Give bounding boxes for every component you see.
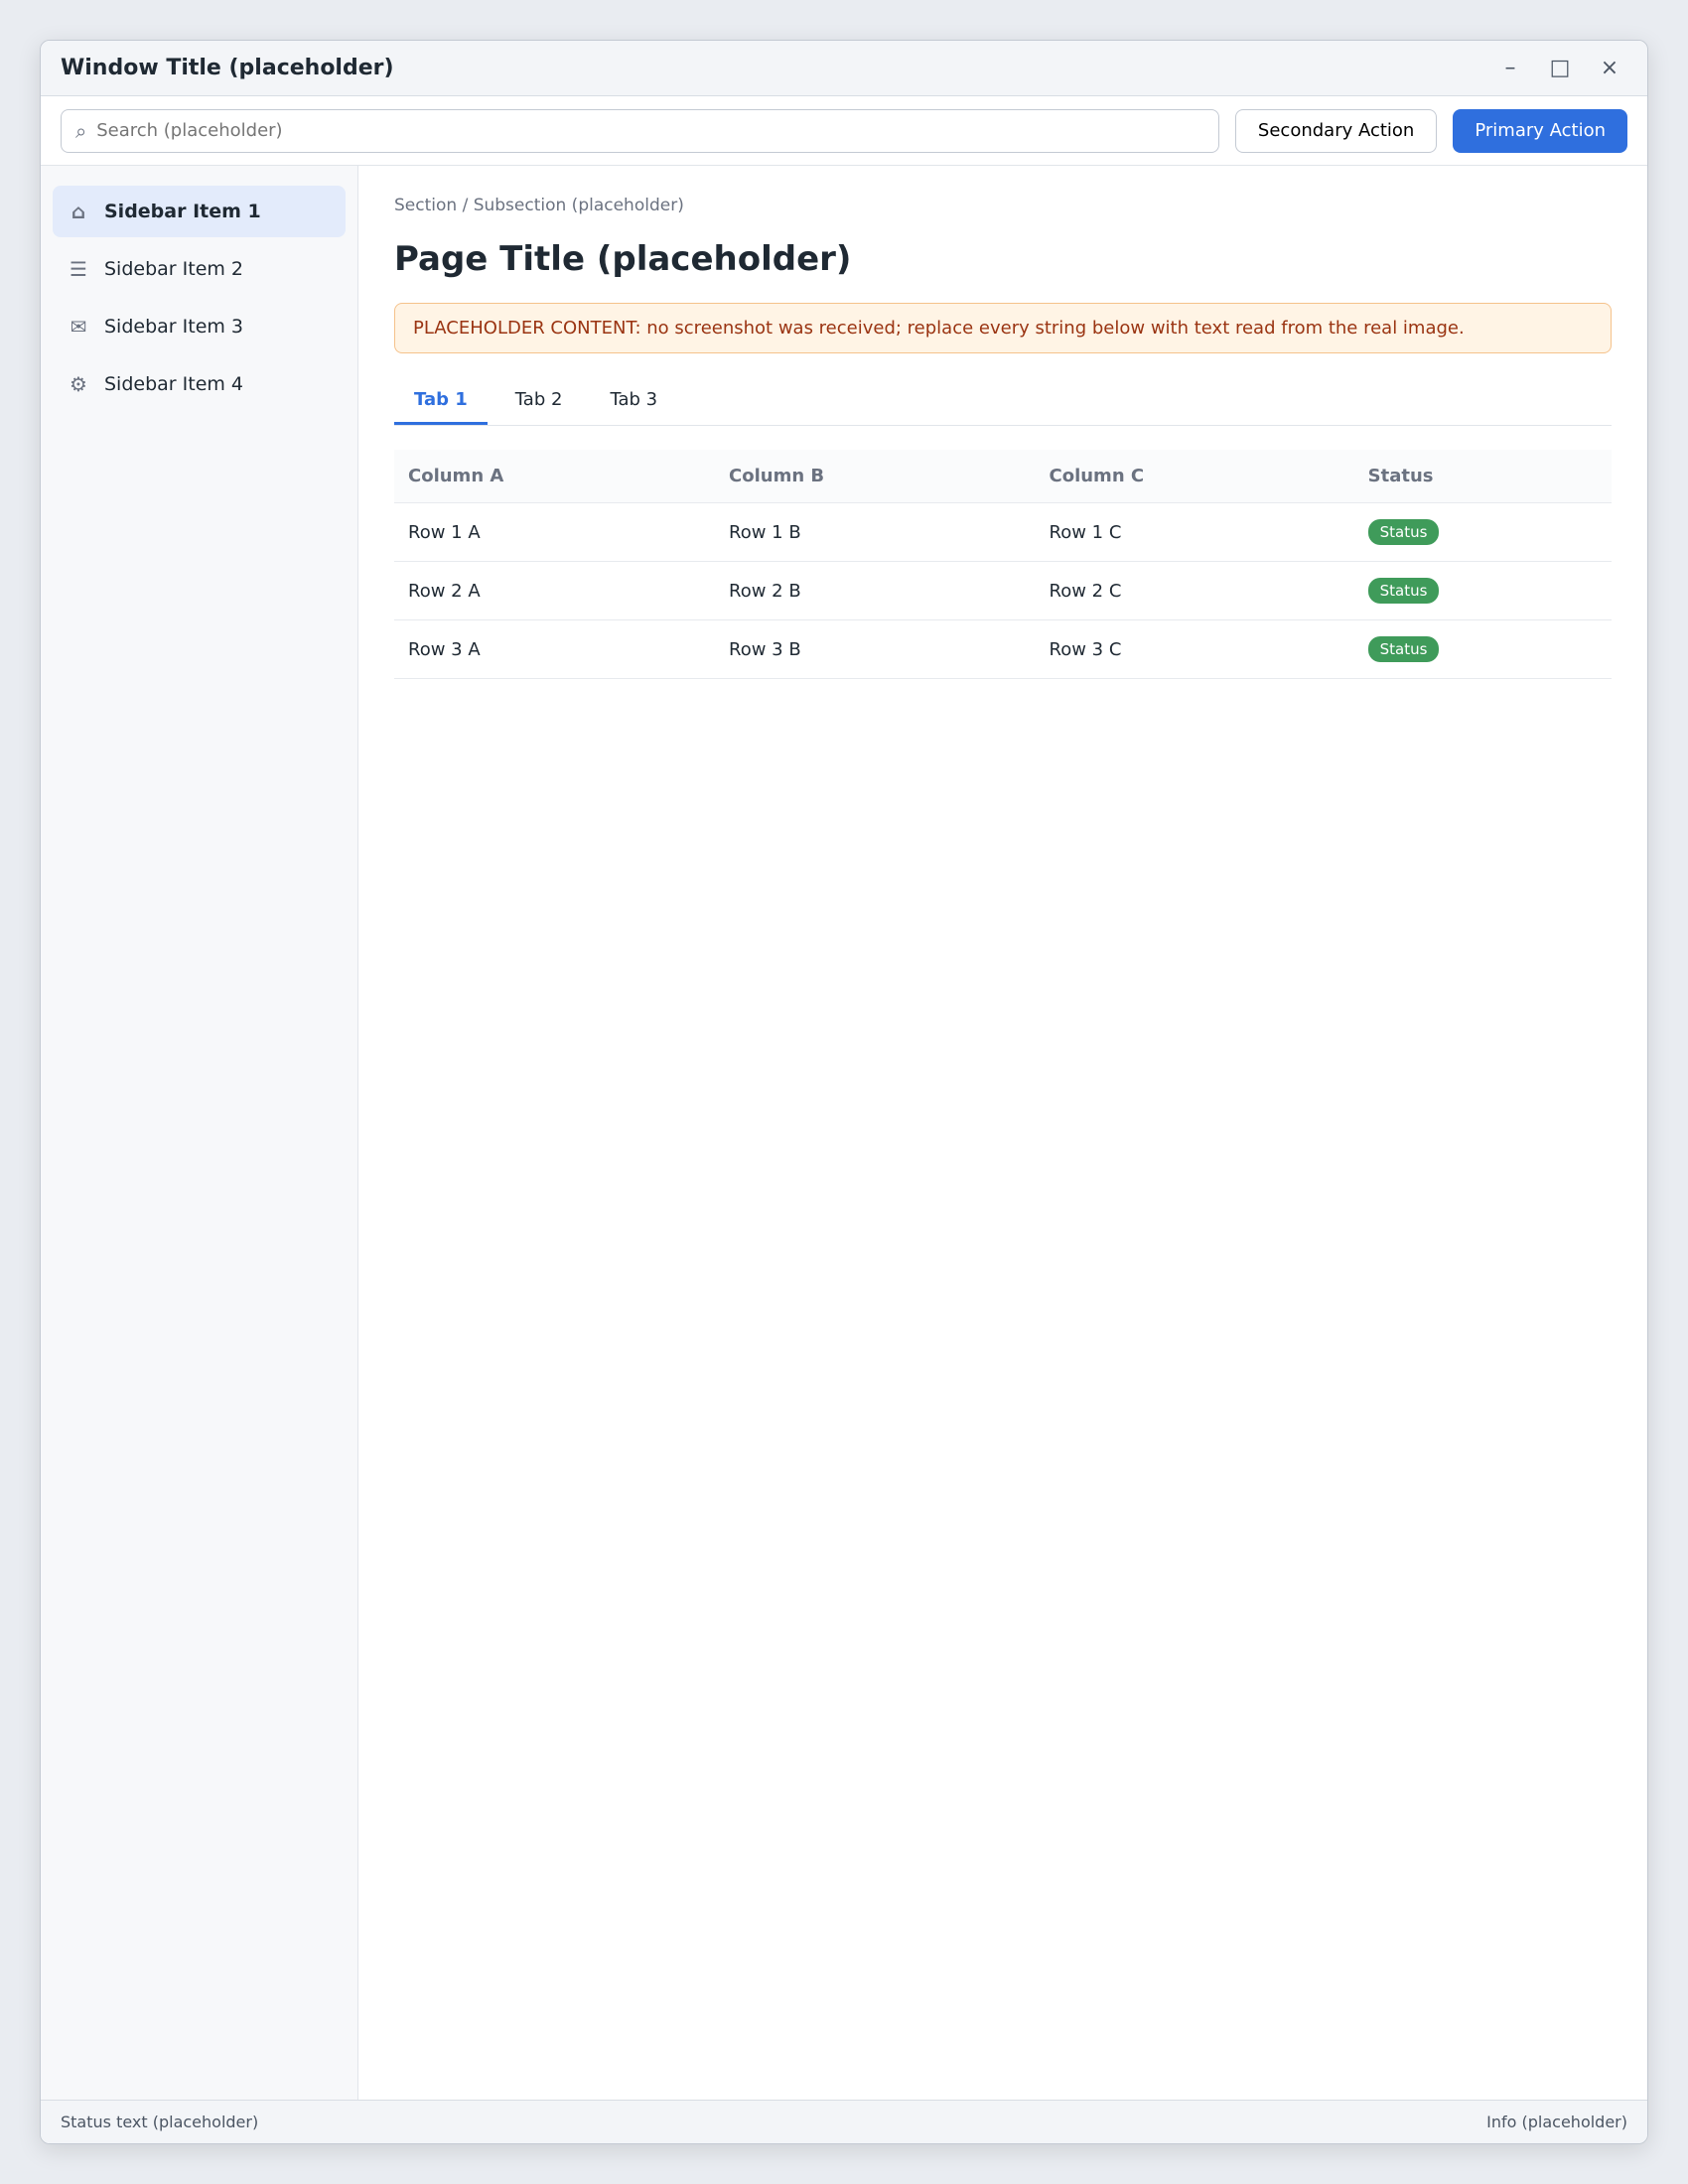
table-header-row	[394, 450, 1612, 503]
home-icon: ⌂	[70, 200, 86, 223]
search-box[interactable]	[61, 109, 1219, 153]
table-row[interactable]	[394, 620, 1612, 679]
tab-1[interactable]: Tab 1	[394, 377, 488, 425]
table-cell: Row 3 B	[715, 620, 1035, 679]
placeholder-notice: PLACEHOLDER CONTENT: no screenshot was received; replace every string below with text read from the real image.	[394, 303, 1612, 353]
tab-3[interactable]: Tab 3	[610, 389, 658, 410]
sidebar	[41, 166, 358, 2100]
table-cell: Row 1 C	[1036, 503, 1354, 562]
list-icon: ☰	[70, 257, 87, 281]
minimize-icon[interactable]: –	[1504, 56, 1516, 80]
status-badge: Status	[1368, 636, 1440, 662]
table-cell: Row 2 C	[1036, 562, 1354, 620]
tab-bar	[394, 377, 1612, 426]
sidebar-item-2[interactable]	[53, 243, 346, 295]
sidebar-item-4[interactable]	[53, 358, 346, 410]
sidebar-item-label: Sidebar Item 2	[104, 258, 244, 280]
sidebar-item-label: Sidebar Item 3	[104, 316, 244, 338]
secondary-button[interactable]: Secondary Action	[1235, 109, 1437, 153]
tab-2[interactable]: Tab 2	[514, 389, 563, 410]
data-table	[394, 450, 1612, 679]
status-cell	[1354, 562, 1612, 620]
app-window	[40, 40, 1648, 2144]
page-title: Page Title (placeholder)	[394, 239, 852, 279]
toolbar	[41, 96, 1647, 166]
column-header[interactable]: Column C	[1036, 450, 1354, 503]
primary-button[interactable]: Primary Action	[1453, 109, 1627, 153]
window-title: Window Title (placeholder)	[61, 56, 394, 80]
column-header[interactable]: Column B	[715, 450, 1035, 503]
status-text: Status text (placeholder)	[61, 2113, 259, 2131]
title-bar	[41, 41, 1647, 96]
close-icon[interactable]: ×	[1600, 56, 1619, 80]
maximize-icon[interactable]: □	[1549, 56, 1571, 80]
search-input[interactable]	[96, 120, 1204, 141]
status-badge: Status	[1368, 578, 1440, 604]
column-header[interactable]: Column A	[394, 450, 715, 503]
status-badge: Status	[1368, 519, 1440, 545]
window-controls	[1492, 51, 1627, 86]
status-info: Info (placeholder)	[1486, 2113, 1627, 2131]
breadcrumb: Section / Subsection (placeholder)	[394, 196, 684, 215]
table-cell: Row 2 A	[394, 562, 715, 620]
column-header[interactable]: Status	[1354, 450, 1612, 503]
status-bar	[41, 2100, 1647, 2143]
gear-icon: ⚙	[70, 372, 87, 396]
sidebar-item-label: Sidebar Item 1	[104, 201, 261, 222]
main-content	[358, 166, 1647, 2100]
status-cell	[1354, 620, 1612, 679]
sidebar-item-3[interactable]	[53, 301, 346, 352]
table-cell: Row 3 A	[394, 620, 715, 679]
search-icon: ⌕	[75, 118, 87, 143]
sidebar-item-1[interactable]	[53, 186, 346, 237]
status-cell	[1354, 503, 1612, 562]
table-cell: Row 3 C	[1036, 620, 1354, 679]
table-cell: Row 1 A	[394, 503, 715, 562]
sidebar-item-label: Sidebar Item 4	[104, 373, 244, 395]
table-row[interactable]	[394, 562, 1612, 620]
table-cell: Row 2 B	[715, 562, 1035, 620]
table-row[interactable]	[394, 503, 1612, 562]
mail-icon: ✉	[70, 315, 87, 339]
table-cell: Row 1 B	[715, 503, 1035, 562]
app-body	[41, 166, 1647, 2100]
